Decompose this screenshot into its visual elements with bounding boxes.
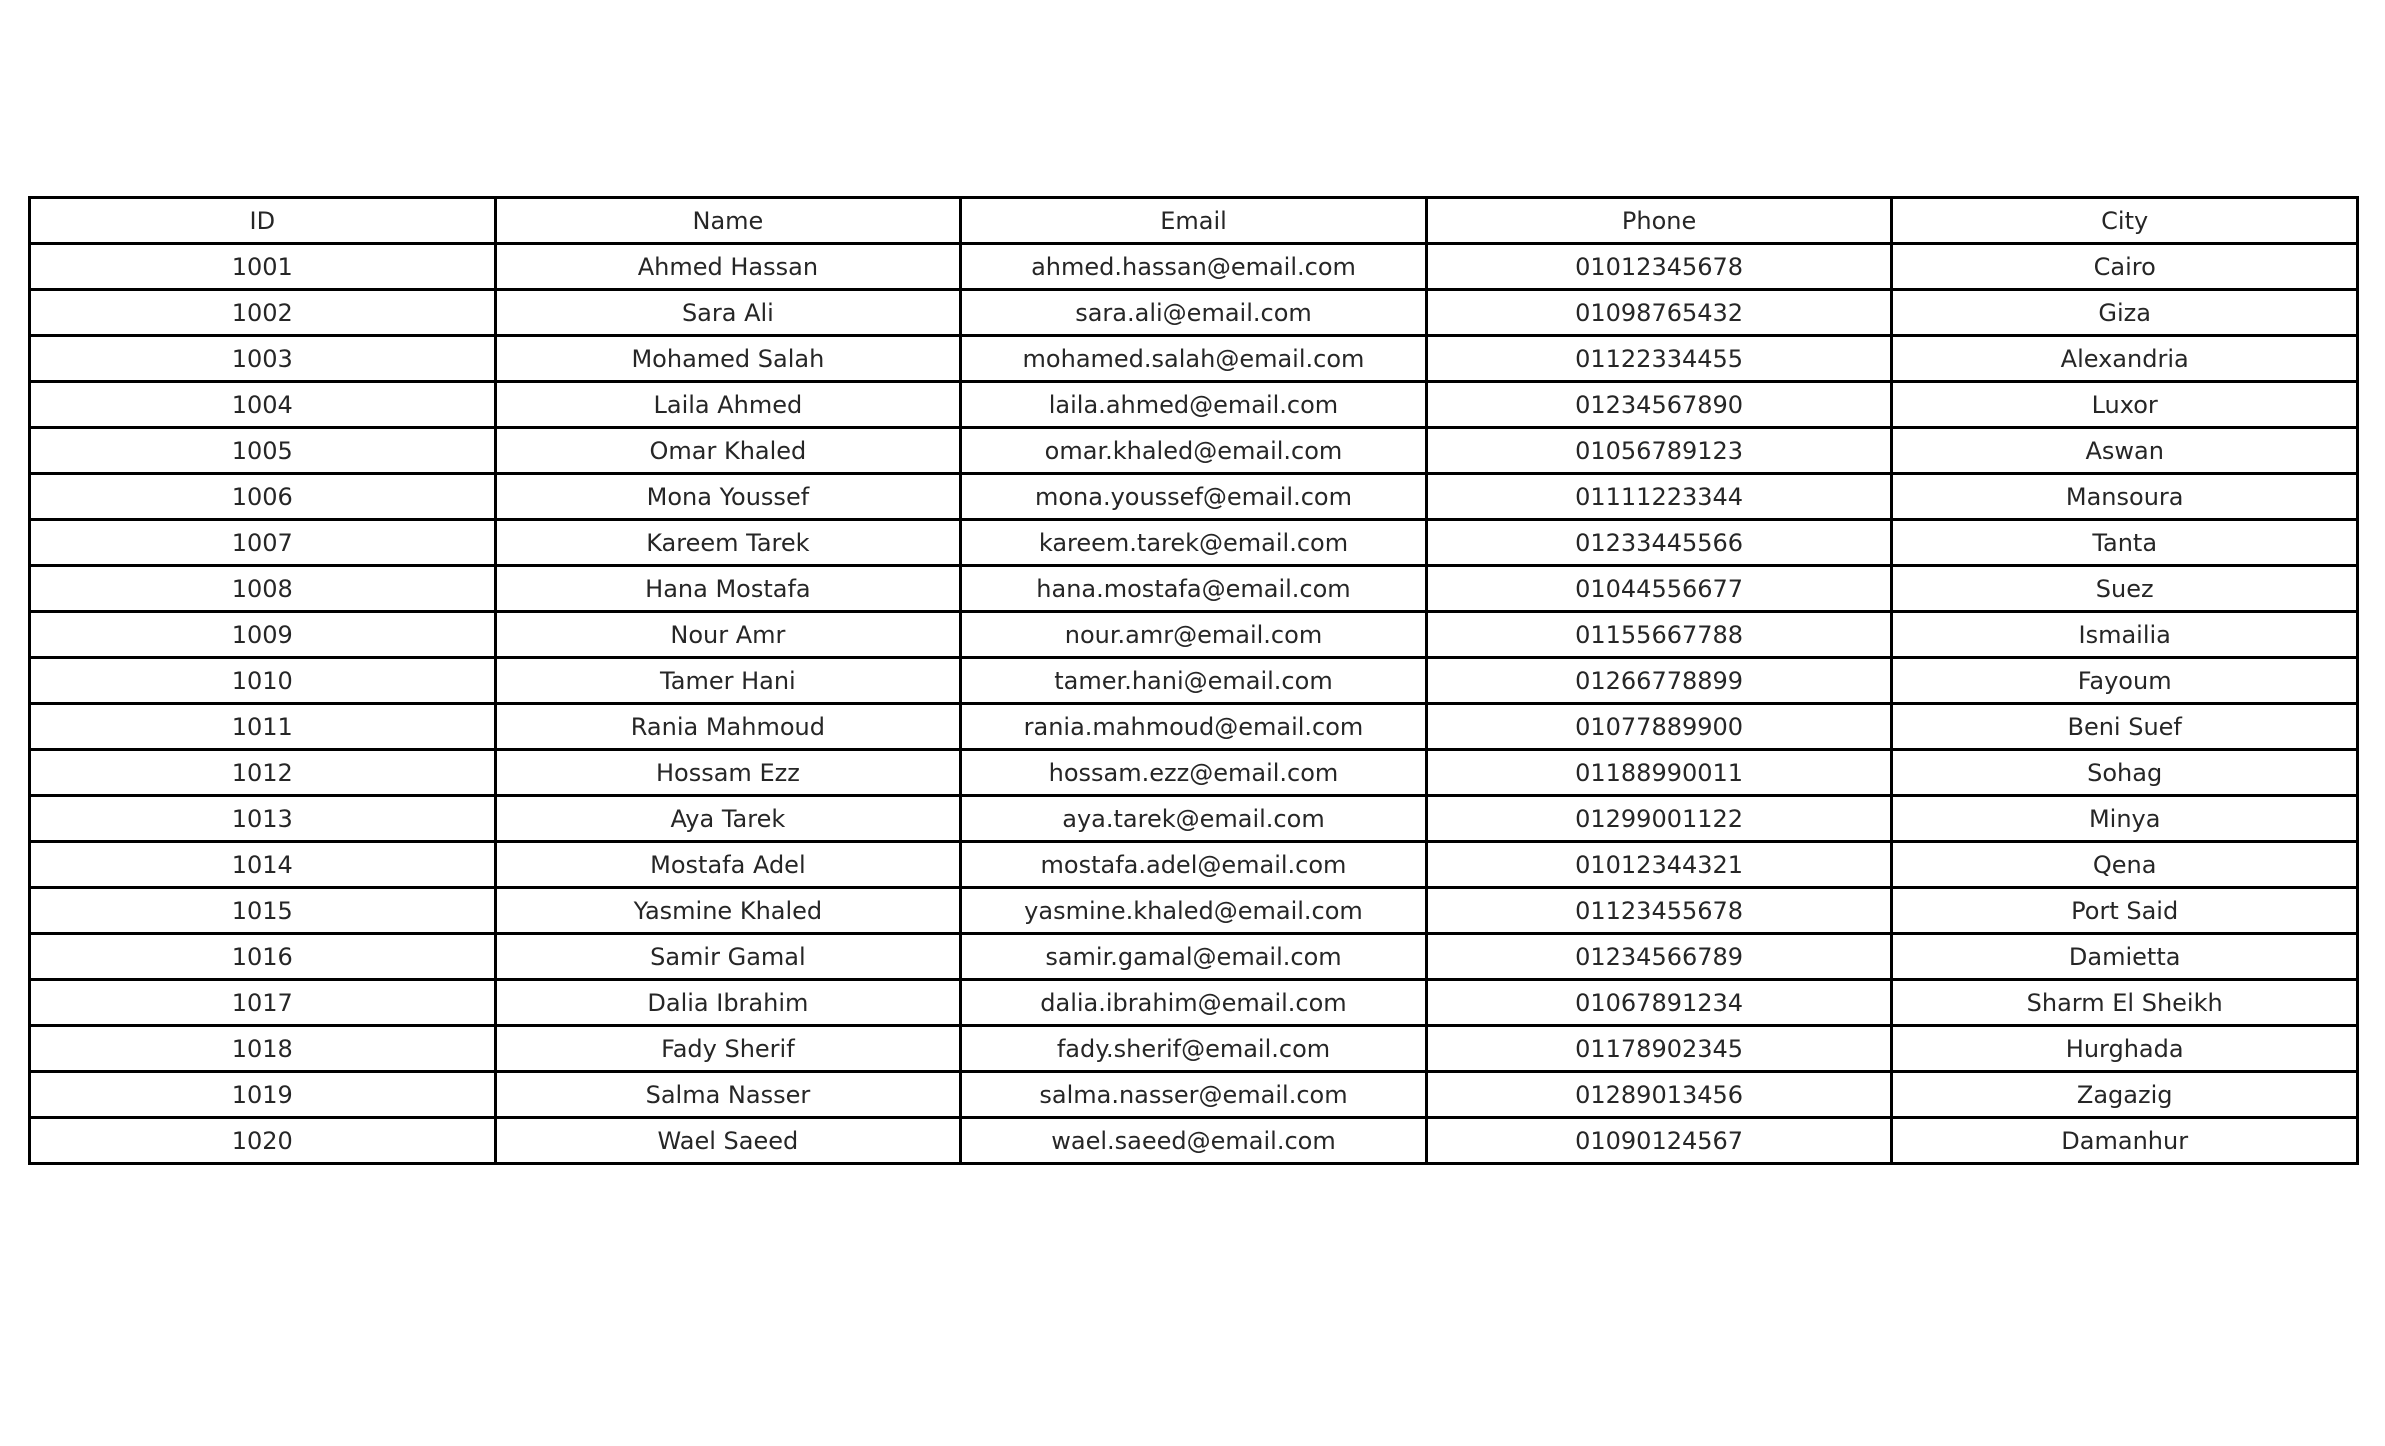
table-cell-name: Omar Khaled bbox=[495, 428, 961, 474]
table-row bbox=[30, 888, 2358, 934]
table-cell-phone: 01067891234 bbox=[1426, 980, 1892, 1026]
table-cell-phone: 01234567890 bbox=[1426, 382, 1892, 428]
table-cell-phone: 01233445566 bbox=[1426, 520, 1892, 566]
table-cell-email: aya.tarek@email.com bbox=[961, 796, 1427, 842]
table-cell-city: Zagazig bbox=[1892, 1072, 2358, 1118]
table-cell-id: 1003 bbox=[30, 336, 496, 382]
table-row bbox=[30, 474, 2358, 520]
table-cell-city: Aswan bbox=[1892, 428, 2358, 474]
table-cell-email: ahmed.hassan@email.com bbox=[961, 244, 1427, 290]
table-cell-city: Beni Suef bbox=[1892, 704, 2358, 750]
table-cell-id: 1006 bbox=[30, 474, 496, 520]
table-cell-email: wael.saeed@email.com bbox=[961, 1118, 1427, 1164]
table-cell-name: Wael Saeed bbox=[495, 1118, 961, 1164]
column-header-id: ID bbox=[30, 198, 496, 244]
table-cell-phone: 01299001122 bbox=[1426, 796, 1892, 842]
table-cell-email: laila.ahmed@email.com bbox=[961, 382, 1427, 428]
table-cell-id: 1015 bbox=[30, 888, 496, 934]
table-cell-city: Qena bbox=[1892, 842, 2358, 888]
table-cell-email: yasmine.khaled@email.com bbox=[961, 888, 1427, 934]
table-cell-city: Luxor bbox=[1892, 382, 2358, 428]
table-cell-city: Damietta bbox=[1892, 934, 2358, 980]
table-cell-phone: 01289013456 bbox=[1426, 1072, 1892, 1118]
table-cell-email: mostafa.adel@email.com bbox=[961, 842, 1427, 888]
table-cell-email: sara.ali@email.com bbox=[961, 290, 1427, 336]
column-header-email: Email bbox=[961, 198, 1427, 244]
table-cell-city: Alexandria bbox=[1892, 336, 2358, 382]
table-cell-name: Samir Gamal bbox=[495, 934, 961, 980]
table-cell-id: 1011 bbox=[30, 704, 496, 750]
table-cell-phone: 01266778899 bbox=[1426, 658, 1892, 704]
table-cell-phone: 01188990011 bbox=[1426, 750, 1892, 796]
table-cell-id: 1001 bbox=[30, 244, 496, 290]
table-row bbox=[30, 566, 2358, 612]
table-row bbox=[30, 704, 2358, 750]
table-cell-phone: 01012344321 bbox=[1426, 842, 1892, 888]
table-row bbox=[30, 520, 2358, 566]
table-cell-city: Giza bbox=[1892, 290, 2358, 336]
table-container bbox=[28, 196, 2359, 1165]
table-cell-id: 1008 bbox=[30, 566, 496, 612]
table-cell-id: 1012 bbox=[30, 750, 496, 796]
table-cell-id: 1004 bbox=[30, 382, 496, 428]
table-row bbox=[30, 382, 2358, 428]
table-cell-id: 1020 bbox=[30, 1118, 496, 1164]
column-header-name: Name bbox=[495, 198, 961, 244]
table-cell-email: omar.khaled@email.com bbox=[961, 428, 1427, 474]
table-cell-city: Suez bbox=[1892, 566, 2358, 612]
table-cell-name: Salma Nasser bbox=[495, 1072, 961, 1118]
table-cell-email: rania.mahmoud@email.com bbox=[961, 704, 1427, 750]
table-cell-name: Aya Tarek bbox=[495, 796, 961, 842]
table-cell-city: Fayoum bbox=[1892, 658, 2358, 704]
table-cell-name: Hana Mostafa bbox=[495, 566, 961, 612]
table-body bbox=[30, 244, 2358, 1164]
table-cell-id: 1018 bbox=[30, 1026, 496, 1072]
table-cell-id: 1014 bbox=[30, 842, 496, 888]
table-row bbox=[30, 244, 2358, 290]
table-row bbox=[30, 612, 2358, 658]
table-cell-city: Minya bbox=[1892, 796, 2358, 842]
table-cell-city: Hurghada bbox=[1892, 1026, 2358, 1072]
table-cell-city: Tanta bbox=[1892, 520, 2358, 566]
table-cell-phone: 01155667788 bbox=[1426, 612, 1892, 658]
table-cell-city: Port Said bbox=[1892, 888, 2358, 934]
table-row bbox=[30, 750, 2358, 796]
table-cell-email: nour.amr@email.com bbox=[961, 612, 1427, 658]
table-cell-phone: 01056789123 bbox=[1426, 428, 1892, 474]
table-cell-phone: 01122334455 bbox=[1426, 336, 1892, 382]
table-row bbox=[30, 336, 2358, 382]
table-cell-email: hossam.ezz@email.com bbox=[961, 750, 1427, 796]
table-cell-phone: 01123455678 bbox=[1426, 888, 1892, 934]
data-table bbox=[28, 196, 2359, 1165]
header-row bbox=[30, 198, 2358, 244]
table-cell-email: mona.youssef@email.com bbox=[961, 474, 1427, 520]
table-cell-name: Mostafa Adel bbox=[495, 842, 961, 888]
table-cell-id: 1002 bbox=[30, 290, 496, 336]
table-row bbox=[30, 1026, 2358, 1072]
table-row bbox=[30, 842, 2358, 888]
table-cell-phone: 01012345678 bbox=[1426, 244, 1892, 290]
table-row bbox=[30, 290, 2358, 336]
table-cell-city: Ismailia bbox=[1892, 612, 2358, 658]
table-cell-city: Damanhur bbox=[1892, 1118, 2358, 1164]
column-header-city: City bbox=[1892, 198, 2358, 244]
table-cell-name: Sara Ali bbox=[495, 290, 961, 336]
table-cell-email: mohamed.salah@email.com bbox=[961, 336, 1427, 382]
table-cell-id: 1013 bbox=[30, 796, 496, 842]
table-cell-phone: 01234566789 bbox=[1426, 934, 1892, 980]
table-cell-name: Yasmine Khaled bbox=[495, 888, 961, 934]
table-cell-phone: 01044556677 bbox=[1426, 566, 1892, 612]
table-row bbox=[30, 658, 2358, 704]
table-cell-id: 1019 bbox=[30, 1072, 496, 1118]
table-cell-email: samir.gamal@email.com bbox=[961, 934, 1427, 980]
table-cell-city: Sharm El Sheikh bbox=[1892, 980, 2358, 1026]
table-cell-name: Rania Mahmoud bbox=[495, 704, 961, 750]
table-cell-email: tamer.hani@email.com bbox=[961, 658, 1427, 704]
table-cell-email: kareem.tarek@email.com bbox=[961, 520, 1427, 566]
table-cell-phone: 01090124567 bbox=[1426, 1118, 1892, 1164]
table-cell-city: Sohag bbox=[1892, 750, 2358, 796]
table-cell-email: hana.mostafa@email.com bbox=[961, 566, 1427, 612]
table-cell-id: 1005 bbox=[30, 428, 496, 474]
table-row bbox=[30, 980, 2358, 1026]
table-cell-id: 1009 bbox=[30, 612, 496, 658]
table-cell-name: Hossam Ezz bbox=[495, 750, 961, 796]
table-cell-id: 1010 bbox=[30, 658, 496, 704]
table-row bbox=[30, 1072, 2358, 1118]
table-cell-id: 1017 bbox=[30, 980, 496, 1026]
table-cell-name: Tamer Hani bbox=[495, 658, 961, 704]
table-row bbox=[30, 934, 2358, 980]
table-cell-phone: 01111223344 bbox=[1426, 474, 1892, 520]
table-cell-email: fady.sherif@email.com bbox=[961, 1026, 1427, 1072]
table-cell-id: 1016 bbox=[30, 934, 496, 980]
table-cell-phone: 01178902345 bbox=[1426, 1026, 1892, 1072]
table-cell-name: Mona Youssef bbox=[495, 474, 961, 520]
table-cell-name: Laila Ahmed bbox=[495, 382, 961, 428]
table-cell-city: Mansoura bbox=[1892, 474, 2358, 520]
table-cell-phone: 01098765432 bbox=[1426, 290, 1892, 336]
column-header-phone: Phone bbox=[1426, 198, 1892, 244]
table-row bbox=[30, 1118, 2358, 1164]
table-cell-name: Mohamed Salah bbox=[495, 336, 961, 382]
table-cell-name: Fady Sherif bbox=[495, 1026, 961, 1072]
table-cell-email: salma.nasser@email.com bbox=[961, 1072, 1427, 1118]
table-cell-name: Ahmed Hassan bbox=[495, 244, 961, 290]
table-cell-phone: 01077889900 bbox=[1426, 704, 1892, 750]
table-cell-name: Nour Amr bbox=[495, 612, 961, 658]
table-cell-name: Kareem Tarek bbox=[495, 520, 961, 566]
table-cell-city: Cairo bbox=[1892, 244, 2358, 290]
table-cell-email: dalia.ibrahim@email.com bbox=[961, 980, 1427, 1026]
table-header bbox=[30, 198, 2358, 244]
table-cell-name: Dalia Ibrahim bbox=[495, 980, 961, 1026]
table-row bbox=[30, 428, 2358, 474]
table-cell-id: 1007 bbox=[30, 520, 496, 566]
table-row bbox=[30, 796, 2358, 842]
